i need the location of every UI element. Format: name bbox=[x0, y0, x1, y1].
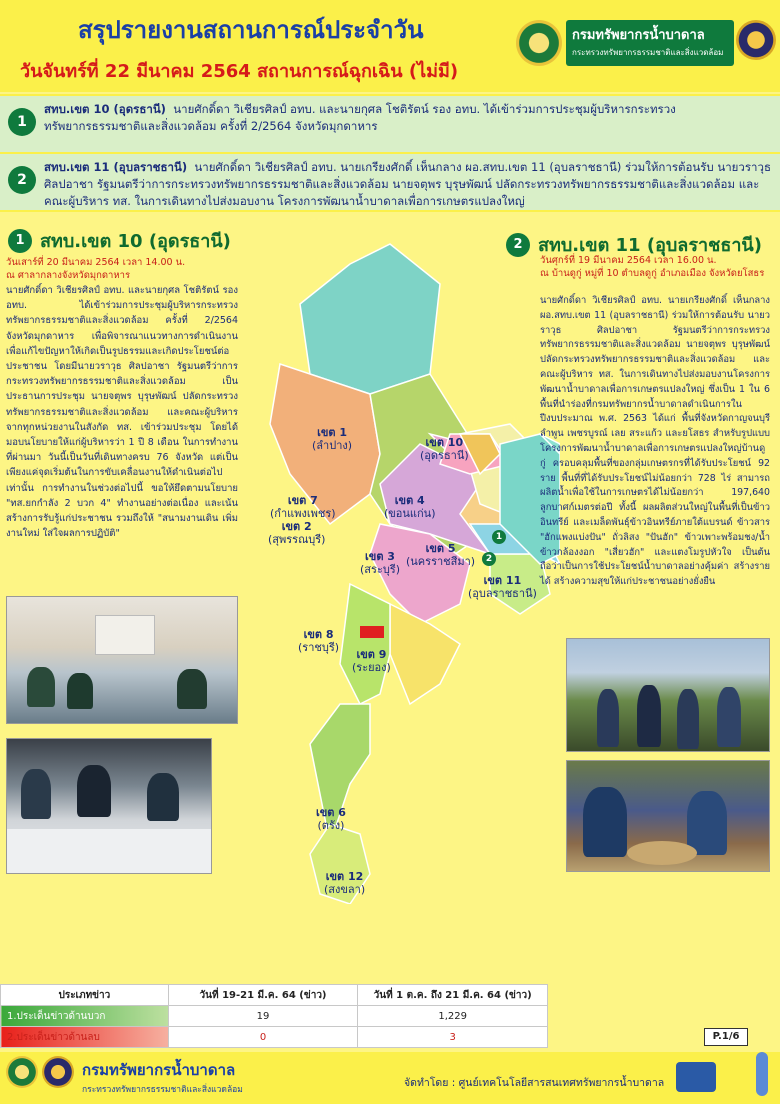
table-header: ประเภทข่าว bbox=[1, 985, 169, 1006]
department-seal-icon bbox=[6, 1056, 38, 1088]
summary-number: 2 bbox=[8, 166, 36, 194]
news-type-negative: 2.ประเด็นข่าวด้านลบ bbox=[1, 1027, 169, 1048]
drill-truck-icon bbox=[676, 1062, 716, 1092]
zone-label: เขต 11 (อุบลราชธานี) bbox=[468, 574, 537, 600]
news-count-total: 3 bbox=[358, 1027, 548, 1048]
news-summary-table bbox=[0, 984, 548, 1048]
section1-place: ณ ศาลากลางจังหวัดมุกดาหาร bbox=[6, 270, 131, 281]
map-marker-2: 2 bbox=[482, 552, 496, 566]
section2-body: นายศักดิ์ดา วิเชียรศิลป์ อทบ. นายเกรียงศักดิ์ เห็นกลาง ผอ.สทบ.เขต 11 (อุบลราชธานี) ร่วมให้การต้อนรับ นายวราวุธ ศิลปอาชา รัฐมนตรีว่าการกระทรวงทรัพยากรธรรมชาติและสิ่งแวดล้อม นายจตุพร บุรุษพัฒน์ ปลัดกระทรวงทรัพยากรธรรมชาติและสิ่งแวดล้อม และคณะผู้บริหาร ทส. ในการเดินทางไปส่งมอบงานโครงการพัฒนาน้ำบาดาลเพื่อการเกษตรแปลงใหญ่ ซึ่งเป็น 1 ใน 6 พื้นที่นำร่องที่กรมทรัพยากรน้ำบาดาลดำเนินการในปีงบประมาณ พ.ศ. 2563 ได้แก่ พื้นที่จังหวัดกาญจนบุรี ลำพูน เพชรบูรณ์ เลย สระแก้ว และยโสธร สำหรับรูปแบบโครงการพัฒนาน้ำบาดาลเพื่อการเกษตรแปลงใหญ่บ้านดูกู่ ครอบคลุมพื้นที่ของกลุ่มเกษตรกรที่ได้รับประโยชน์ 92 ราย พื้นที่ที่ได้รับประโยชน์ไม่น้อยกว่า 728 ไร่ สามารถผลิตน้ำเพื่อใช้ในการเกษตรได้ไม่น้อยกว่า 197,640 ลูกบาศก์เมตรต่อปี ทั้งนี้ ผลผลิตส่วนใหญ่ในพื้นที่เป็นข้าวอินทรีย์ และเมล็ดพันธุ์ข้าวอินทรีย์ภายใต้แบรนด์ ข้าวสาร "ฮักแพงแบ่งปัน" ถั่วลิสง "ปันฮัก" ข้าวเพาะพร้อมชง/น้ำข้าวกล้องงอก "เสี่ยวฮัก" และแตงโมรูปหัวใจ เป็นต้น ถือว่าเป็นการใช้ประโยชน์น้ำบาดาลอย่างคุ้มค่า สร้างรายได้ สร้างความสุขให้แก่ประชาชนอย่างยั่งยืน bbox=[540, 295, 770, 588]
summary-band bbox=[0, 94, 780, 212]
zone-label: เขต 10 (อุดรธานี) bbox=[420, 436, 469, 462]
zone-label: เขต 6 (ตรัง) bbox=[316, 806, 346, 832]
footer-ministry-name: กระทรวงทรัพยากรธรรมชาติและสิ่งแวดล้อม bbox=[82, 1085, 243, 1095]
zone-label: เขต 1 (ลำปาง) bbox=[312, 426, 353, 452]
section2-place: ณ บ้านดูกู่ หมู่ที่ 10 ตำบลดูกู่ อำเภอเมือง จังหวัดยโสธร bbox=[540, 268, 765, 279]
summary-lead: สทบ.เขต 10 (อุดรธานี) bbox=[44, 102, 166, 116]
map-marker-1: 1 bbox=[492, 530, 506, 544]
zone-label: เขต 8 (ราชบุรี) bbox=[298, 628, 340, 654]
handover-photo bbox=[566, 638, 770, 752]
section1-body: นายศักดิ์ดา วิเชียรศิลป์ อทบ. และนายกุศล โชติรัตน์ รอง อทบ. ได้เข้าร่วมการประชุมผู้บริหารกระทรวงทรัพยากรธรรมชาติและสิ่งแวดล้อม ครั้งที่ 2/2564 จังหวัดมุกดาหาร เพื่อพิจารณาแนวทางการดำเนินงานเพื่อแก้ไขปัญหาให้เกิดเป็นรูปธรรมและเกิดประโยชน์ต่อประชาชน โดยมีนายวราวุธ ศิลปอาชา รัฐมนตรีว่าการกระทรวงทรัพยากรธรรมชาติและสิ่งแวดล้อม เป็นประธานการประชุม นายจตุพร บุรุษพัฒน์ ปลัดกระทรวงทรัพยากรธรรมชาติและสิ่งแวดล้อม และคณะผู้บริหารจากทุกหน่วยงานในสังกัด ทส. เข้าร่วมประชุม โดยได้มอบนโยบายให้แก่ผู้บริหารว่า 1 ปี 8 เดือน ในการทำงานที่ผ่านมา วันนี้เป็นวันที่เดินทางครบ 76 จังหวัด แต่เป็นเพียงแค่จุดเริ่มต้นในการขับเคลื่อนงานให้ดำเนินต่อไปเท่านั้น การทำงานในช่วงต่อไปนี้ ขอให้ยึดตามนโยบาย "ทส.ยกกำลัง 2 บวก 4" ทำงานอย่างต่อเนื่อง และเน้นสร้างการรับรู้แก่ประชาชน รวมถึงให้ "สนามงานเดิน เพิ่มงานใหม่ ใส่ใจผลการปฏิบัติ" bbox=[6, 285, 238, 540]
summary-item bbox=[0, 154, 780, 210]
section-title: สทบ.เขต 10 (อุดรธานี) bbox=[40, 231, 231, 252]
table-row bbox=[1, 1006, 548, 1027]
thailand-zone-map bbox=[240, 224, 560, 904]
news-type-positive: 1.ประเด็นข่าวด้านบวก bbox=[1, 1006, 169, 1027]
section-number: 1 bbox=[8, 229, 32, 253]
meeting-photo bbox=[6, 596, 238, 724]
summary-text bbox=[44, 101, 772, 135]
summary-item bbox=[0, 96, 780, 152]
meeting-photo bbox=[6, 738, 212, 874]
footer bbox=[0, 1052, 780, 1104]
table-header: วันที่ 19-21 มี.ค. 64 (ข่าว) bbox=[168, 985, 358, 1006]
summary-number: 1 bbox=[8, 108, 36, 136]
section1-date: วันเสาร์ที่ 20 มีนาคม 2564 เวลา 14.00 น. bbox=[6, 257, 186, 268]
water-tower-icon bbox=[756, 1052, 768, 1096]
news-count-recent: 19 bbox=[168, 1006, 358, 1027]
table-header-row bbox=[1, 985, 548, 1006]
summary-body: นายศักดิ์ดา วิเชียรศิลป์ อทบ. และนายกุศล โชติรัตน์ รอง อทบ. ได้เข้าร่วมการประชุมผู้บริหารกระทรวงทรัพยากรธรรมชาติและสิ่งแวดล้อม ครั้งที่ 2/2564 จังหวัดมุกดาหาร bbox=[44, 102, 676, 133]
table-row bbox=[1, 1027, 548, 1048]
page-number: P.1/6 bbox=[704, 1028, 748, 1046]
section-number: 2 bbox=[506, 233, 530, 257]
footer-credit: จัดทำโดย : ศูนย์เทคโนโลยีสารสนเทศทรัพยากรน้ำบาดาล bbox=[404, 1077, 665, 1089]
ministry-seal-icon bbox=[42, 1056, 74, 1088]
report-date: วันจันทร์ที่ 22 มีนาคม 2564 สถานการณ์ฉุกเฉิน (ไม่มี) bbox=[20, 61, 459, 82]
zone-label: เขต 2 (สุพรรณบุรี) bbox=[268, 520, 326, 546]
section-title: สทบ.เขต 11 (อุบลราชธานี) bbox=[538, 235, 762, 256]
news-count-recent: 0 bbox=[168, 1027, 358, 1048]
table-header: วันที่ 1 ต.ค. ถึง 21 มี.ค. 64 (ข่าว) bbox=[358, 985, 548, 1006]
section1-heading bbox=[8, 226, 231, 255]
department-name: กรมทรัพยากรน้ำบาดาล bbox=[572, 28, 705, 43]
ministry-name: กระทรวงทรัพยากรธรรมชาติและสิ่งแวดล้อม bbox=[572, 48, 724, 57]
report-title: สรุปรายงานสถานการณ์ประจำวัน bbox=[78, 16, 424, 44]
department-seal-icon bbox=[516, 20, 562, 66]
handover-photo bbox=[566, 760, 770, 872]
zone-label: เขต 4 (ขอนแก่น) bbox=[384, 494, 436, 520]
zone-label: เขต 7 (กำแพงเพชร) bbox=[270, 494, 336, 520]
zone-label: เขต 5 (นครราชสีมา) bbox=[406, 542, 476, 568]
zone-label: เขต 12 (สงขลา) bbox=[324, 870, 366, 896]
zone-label: เขต 3 (สระบุรี) bbox=[360, 550, 401, 576]
summary-body: นายศักดิ์ดา วิเชียรศิลป์ อทบ. นายเกรียงศักดิ์ เห็นกลาง ผอ.สทบ.เขต 11 (อุบลราชธานี) ร่วมให้การต้อนรับ นายวราวุธ ศิลปอาชา รัฐมนตรีว่าการกระทรวงทรัพยากรธรรมชาติและสิ่งแวดล้อม นายจตุพร บุรุษพัฒน์ ปลัดกระทรวงทรัพยากรธรรมชาติและสิ่งแวดล้อม และคณะผู้บริหาร ทส. ในการเดินทางไปส่งมอบงาน โครงการพัฒนาน้ำบาดาลเพื่อการเกษตรแปลงใหญ่ bbox=[44, 160, 771, 208]
ministry-seal-icon bbox=[736, 20, 776, 60]
summary-lead: สทบ.เขต 11 (อุบลราชธานี) bbox=[44, 160, 188, 174]
department-banner bbox=[566, 20, 734, 66]
report-header bbox=[0, 0, 780, 92]
footer-department-name: กรมทรัพยากรน้ำบาดาล bbox=[82, 1061, 236, 1079]
zone-label: เขต 9 (ระยอง) bbox=[352, 648, 391, 674]
summary-text bbox=[44, 159, 772, 210]
section2-date: วันศุกร์ที่ 19 มีนาคม 2564 เวลา 16.00 น. bbox=[540, 255, 717, 266]
news-count-total: 1,229 bbox=[358, 1006, 548, 1027]
